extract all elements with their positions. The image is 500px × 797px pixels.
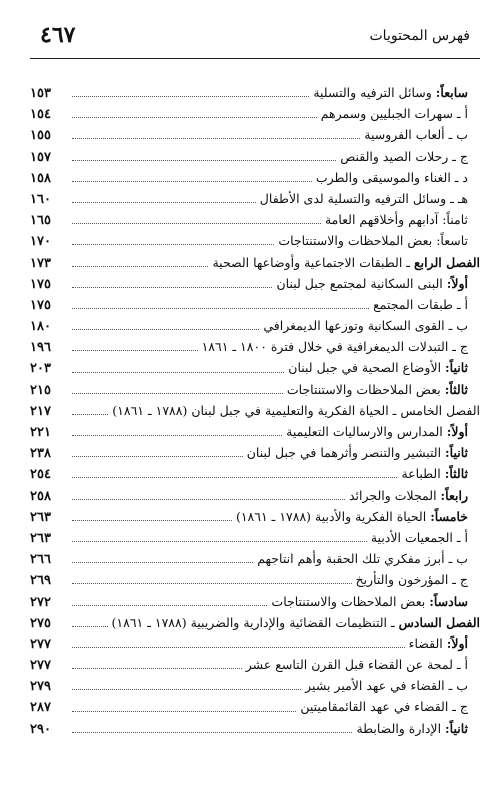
toc-entry-text: ـ الطبقات الاجتماعية وأوضاعها الصحية (212, 254, 410, 270)
toc-page-number: ٢٥٨ (30, 488, 51, 504)
dot-leader (72, 266, 208, 267)
toc-page-number: ٢٧٥ (30, 615, 51, 631)
toc-entry-text: أ ـ سهرات الجبليين وسمرهم (320, 106, 468, 122)
toc-entry-title (236, 506, 468, 527)
toc-entry-label: سابعاً: (435, 85, 468, 100)
header-rule (30, 58, 480, 59)
toc-entry (30, 230, 480, 251)
toc-entry-label: أولاً: (446, 424, 468, 439)
toc-entry-title (286, 421, 468, 442)
toc-entry-title (287, 379, 468, 400)
toc-page-number: ٢٧٢ (30, 594, 51, 610)
dot-leader (72, 117, 317, 118)
toc-entry (30, 336, 480, 357)
toc-entry-label: رابعاً: (440, 487, 468, 503)
toc-entry-title (278, 230, 468, 251)
toc-page-number: ١٨٠ (30, 319, 51, 335)
toc-entry-title (409, 633, 468, 654)
toc-entry-label: أولاً: (446, 635, 468, 651)
dot-leader (72, 160, 336, 161)
toc-entry (30, 718, 480, 739)
toc-page-number: ٢٦٦ (30, 552, 51, 568)
toc-page-number: ٢٧٧ (30, 636, 51, 652)
toc-entry-label: ثانياً: (445, 720, 468, 736)
toc-entry (30, 421, 480, 442)
toc-page-number: ٢١٧ (30, 403, 51, 419)
toc-entry (30, 506, 480, 527)
toc-entry-text: د ـ الغناء والموسيقى والطرب (315, 169, 468, 185)
dot-leader (72, 96, 309, 97)
toc-page-number: ١٧٠ (30, 234, 51, 250)
toc-page-number: ١٥٨ (30, 170, 51, 186)
toc-entry (30, 696, 480, 717)
toc-entry-text: المدارس والارساليات التعليمية (286, 424, 443, 439)
toc-entry-text: الطباعة (401, 466, 441, 482)
toc-entry-title (276, 273, 468, 294)
dot-leader (72, 244, 274, 245)
toc-page-number: ٢٣٨ (30, 446, 51, 462)
toc-entry (30, 294, 480, 315)
dot-leader (72, 414, 108, 415)
toc-page-number: ١٥٤ (30, 107, 51, 123)
toc-page-number: ١٥٣ (30, 86, 51, 101)
toc-page-number: ٢٦٩ (30, 573, 51, 589)
dot-leader (72, 541, 367, 542)
dot-leader (72, 350, 198, 351)
toc-entry (30, 357, 480, 378)
toc-page-number: ٢٠٣ (30, 361, 51, 377)
toc-entry (30, 400, 480, 421)
page-number: ٤٦٧ (40, 22, 76, 48)
toc-entry-label: ثالثاً: (444, 466, 468, 482)
toc-entry (30, 379, 480, 400)
dot-leader (72, 308, 369, 309)
dot-leader (72, 372, 284, 373)
toc-entry-text: أ ـ الجمعيات الأدبية (370, 529, 468, 545)
toc-entry-title (305, 675, 468, 696)
toc-entry (30, 146, 480, 167)
toc-entry (30, 82, 480, 103)
toc-entry (30, 315, 480, 336)
toc-entry-label: خامساً: (430, 508, 468, 524)
dot-leader (72, 647, 405, 648)
toc-entry (30, 167, 480, 188)
table-of-contents (30, 82, 480, 739)
toc-entry-title (260, 188, 468, 209)
dot-leader (72, 329, 259, 330)
toc-entry-text: ج ـ رحلات الصيد والقنص (340, 148, 468, 164)
toc-entry-text: المجلات والجرائد (348, 487, 437, 503)
dot-leader (72, 181, 312, 182)
toc-entry-label: ثامناً: (442, 212, 468, 228)
toc-entry (30, 548, 480, 569)
dot-leader (72, 393, 283, 394)
toc-entry-text: البنى السكانية لمجتمع جبل لبنان (276, 275, 443, 291)
toc-page-number: ٢٧٧ (30, 658, 51, 674)
toc-entry (30, 209, 480, 230)
dot-leader (72, 668, 242, 669)
toc-entry (30, 527, 480, 548)
toc-page-number: ٢٧٩ (30, 679, 51, 695)
toc-entry (30, 485, 480, 506)
toc-page-number: ٢٨٧ (30, 700, 51, 716)
toc-entry-label: ثانياً: (445, 360, 468, 376)
toc-entry-title (356, 569, 469, 590)
toc-entry-title (257, 548, 468, 569)
dot-leader (72, 520, 232, 521)
toc-entry-title (112, 612, 481, 633)
toc-entry (30, 633, 480, 654)
toc-entry-text: الإدارة والضابطة (356, 720, 442, 736)
toc-entry-text: ب ـ القوى السكانية وتوزعها الديمغرافي (263, 318, 468, 334)
toc-entry-text: الأوضاع الصحية في جبل لبنان (288, 360, 442, 376)
toc-entry-label: سادساً: (429, 593, 468, 609)
dot-leader (72, 711, 296, 712)
toc-entry-label: أولاً: (446, 275, 468, 291)
toc-page-number: ٢١٥ (30, 382, 51, 398)
toc-page-number: ٢٦٣ (30, 530, 51, 546)
toc-entry-label: الفصل الخامس (400, 402, 480, 418)
dot-leader (72, 605, 267, 606)
page-header (30, 22, 480, 54)
toc-entry-title (401, 463, 468, 484)
toc-entry-text: ب ـ ألعاب الفروسية (364, 127, 468, 143)
toc-entry-title (349, 485, 468, 506)
dot-leader (72, 732, 352, 733)
toc-entry-text: التبشير والتنصر وأثرهما في جبل لبنان (246, 445, 442, 461)
toc-page-number: ١٩٦ (30, 340, 51, 356)
toc-entry-label: ثالثاً: (444, 381, 468, 397)
toc-page-number: ١٧٣ (30, 255, 51, 271)
running-title: فهرس المحتويات (369, 28, 470, 44)
toc-entry (30, 103, 480, 124)
toc-entry (30, 654, 480, 675)
toc-entry-text: وسائل الترفيه والتسلية (313, 85, 432, 100)
toc-entry-title (112, 400, 480, 421)
toc-page-number: ١٦٥ (30, 213, 51, 229)
toc-entry-title (313, 82, 468, 103)
toc-entry-text: آدابهم وأخلاقهم العامة (324, 212, 439, 228)
toc-entry-text: هـ ـ وسائل الترفيه والتسلية لدى الأطفال (259, 190, 468, 206)
toc-entry-title (340, 146, 468, 167)
toc-entry-title (247, 442, 468, 463)
toc-entry (30, 273, 480, 294)
dot-leader (72, 287, 272, 288)
toc-entry-label: الفصل السادس (398, 614, 480, 630)
toc-page-number: ١٥٧ (30, 149, 51, 165)
toc-entry-title (356, 718, 468, 739)
toc-entry-text: أ ـ لمحة عن القضاء قبل القرن التاسع عشر (245, 657, 468, 673)
toc-entry-title (373, 294, 468, 315)
toc-entry-title (371, 527, 468, 548)
toc-entry-text: ج ـ القضاء في عهد القائمقاميتين (300, 699, 468, 715)
toc-entry-text: القضاء (408, 635, 443, 651)
toc-entry-title (316, 167, 468, 188)
toc-entry (30, 442, 480, 463)
toc-entry (30, 463, 480, 484)
toc-entry-text: أ ـ طبقات المجتمع (373, 296, 468, 312)
toc-entry (30, 252, 480, 273)
toc-entry (30, 591, 480, 612)
toc-entry-text: ـ الحياة الفكرية والتعليمية في جبل لبنان (١٧٨٨ ـ ١٨٦١) (112, 402, 397, 418)
dot-leader (72, 689, 301, 690)
toc-entry (30, 124, 480, 145)
dot-leader (72, 138, 360, 139)
dot-leader (72, 562, 253, 563)
toc-entry-title (202, 336, 468, 357)
toc-entry (30, 612, 480, 633)
toc-entry (30, 188, 480, 209)
toc-entry-text: ج ـ التبدلات الديمغرافية في خلال فترة ١٨٠٠ ـ ١٨٦١ (201, 339, 468, 355)
dot-leader (72, 583, 352, 584)
toc-entry-text: ب ـ أبرز مفكري تلك الحقبة وأهم انتاجهم (257, 551, 468, 567)
toc-page-number: ٢٥٤ (30, 467, 51, 483)
toc-entry-text: بعض الملاحظات والاستنتاجات (271, 593, 426, 609)
toc-entry-title (300, 696, 468, 717)
toc-entry-text: ج ـ المؤرخون والتأريخ (355, 572, 468, 588)
toc-page-number: ١٥٥ (30, 128, 51, 144)
toc-page-number: ٢٢١ (30, 425, 51, 440)
toc-entry-title (212, 252, 480, 273)
toc-entry-label: تاسعاً: (436, 233, 468, 249)
dot-leader (72, 202, 256, 203)
toc-page-number: ١٧٥ (30, 276, 51, 292)
toc-entry-text: ب ـ القضاء في عهد الأمير بشير (305, 678, 468, 694)
toc-page-number: ٢٩٠ (30, 721, 51, 737)
toc-entry-title (263, 315, 468, 336)
toc-entry-label: ثانياً: (445, 445, 468, 461)
toc-entry-text: بعض الملاحظات والاستنتاجات (278, 233, 433, 249)
toc-entry (30, 675, 480, 696)
dot-leader (72, 499, 345, 500)
toc-entry-text: ـ التنظيمات القضائية والإدارية والضريبية (١٧٨٨ ـ ١٨٦١) (111, 614, 395, 630)
toc-entry-text: بعض الملاحظات والاستنتاجات (286, 381, 441, 397)
toc-entry-title (271, 591, 468, 612)
toc-page-number: ٢٦٣ (30, 509, 51, 525)
dot-leader (72, 456, 243, 457)
toc-entry-label: الفصل الرابع (413, 254, 480, 270)
toc-entry (30, 569, 480, 590)
toc-entry-text: الحياة الفكرية والأدبية (١٧٨٨ ـ ١٨٦١) (235, 508, 427, 524)
toc-page-number: ١٧٥ (30, 297, 51, 313)
dot-leader (72, 626, 108, 627)
toc-entry-title (321, 103, 468, 124)
toc-entry-title (325, 209, 468, 230)
dot-leader (72, 223, 321, 224)
dot-leader (72, 477, 397, 478)
dot-leader (72, 435, 282, 436)
toc-entry-title (288, 357, 468, 378)
toc-page-number: ١٦٠ (30, 191, 51, 207)
toc-entry-title (246, 654, 468, 675)
toc-entry-title (364, 124, 468, 145)
